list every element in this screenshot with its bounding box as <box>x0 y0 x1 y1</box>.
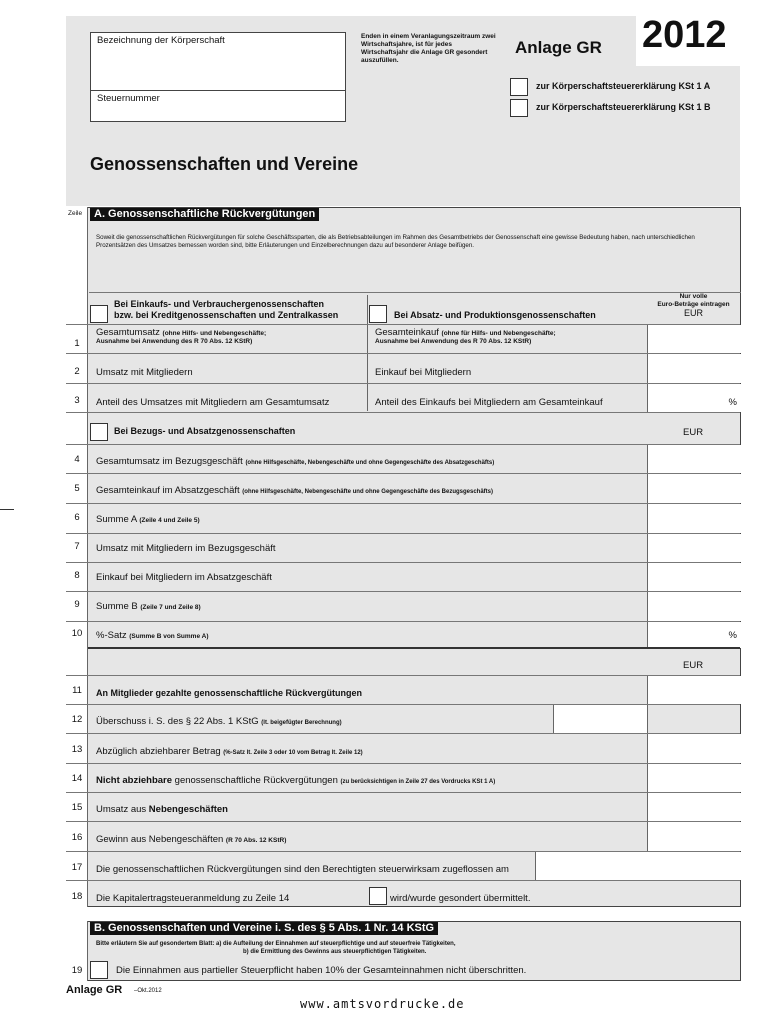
row15-label <box>96 804 228 815</box>
row-line <box>66 383 740 384</box>
row-number: 8 <box>74 570 80 581</box>
row1-left <box>96 327 266 345</box>
row1-right-label: Gesamteinkauf <box>375 327 439 338</box>
option2-label: zur Körperschaftsteuererklärung KSt 1 B <box>536 102 711 112</box>
bezugs-checkbox[interactable] <box>90 423 108 441</box>
row-line <box>66 792 740 793</box>
row19-label: Die Einnahmen aus partieller Steuerpflicht haben 10% der Gesamteinnahmen nicht überschritten. <box>116 965 527 976</box>
row6-amount-field[interactable] <box>647 504 741 533</box>
footer-version: –Okt.2012 <box>134 988 162 994</box>
row9-label <box>96 601 201 612</box>
row9-text: Summe B <box>96 601 138 612</box>
eur-label-2: EUR <box>683 427 704 438</box>
row12-text: Überschuss i. S. des § 22 Abs. 1 KStG <box>96 716 259 727</box>
row1-right-note2: Ausnahme bei Anwendung des R 70 Abs. 12 KStR) <box>375 338 532 345</box>
row3-percent-field[interactable] <box>647 384 741 412</box>
euro-note-line2: Euro-Beträge eintragen <box>657 300 730 308</box>
col1-header-line2: bzw. bei Kreditgenossenschaften und Zentralkassen <box>114 310 339 320</box>
row13-amount-field[interactable] <box>647 734 741 763</box>
row5-amount-field[interactable] <box>647 474 741 503</box>
row7-amount-field[interactable] <box>647 534 741 562</box>
row16-label <box>96 834 286 845</box>
eur-header: EUR <box>683 308 703 318</box>
row14-text: genossenschaftliche Rückvergütungen <box>174 775 338 786</box>
row10-label <box>96 630 208 641</box>
euro-note-line1: Nur volle <box>679 293 708 300</box>
col2-header: Bei Absatz- und Produktionsgenossenschaften <box>394 310 596 320</box>
row1-left-label: Gesamtumsatz <box>96 327 160 338</box>
row12-amount-field[interactable] <box>553 705 648 733</box>
row13-label <box>96 746 363 757</box>
section-a-title: A. Genossenschaftliche Rückvergütungen <box>90 208 319 221</box>
header-note: Enden in einem Veranlagungszeitraum zwei Wirtschaftsjahre, ist für jedes Wirtschaftsjahr die Anlage GR gesondert auszufüllen. <box>361 33 496 64</box>
row-line <box>66 473 740 474</box>
row14-label <box>96 775 495 786</box>
row-line <box>66 591 740 592</box>
row11-label: An Mitglieder gezahlte genossenschaftliche Rückvergütungen <box>96 688 363 698</box>
row-line <box>66 880 740 881</box>
row-line <box>66 444 740 445</box>
row10-percent-field[interactable] <box>647 622 741 648</box>
koerperschaft-label: Bezeichnung der Körperschaft <box>97 35 225 46</box>
option2-checkbox[interactable] <box>510 99 528 117</box>
row7-label: Umsatz mit Mitgliedern im Bezugsgeschäft <box>96 543 276 554</box>
row1-amount-field[interactable] <box>647 325 741 353</box>
row-line <box>66 821 740 822</box>
row6-note: (Zeile 4 und Zeile 5) <box>139 517 200 524</box>
row3-percent-sign: % <box>728 397 737 408</box>
row-number: 5 <box>74 483 80 494</box>
row-line <box>66 353 740 354</box>
row-number: 9 <box>74 599 80 610</box>
header-line <box>89 292 741 293</box>
form-name: Anlage GR <box>515 38 602 57</box>
row5-note: (ohne Hilfsgeschäfte, Nebengeschäfte und ohne Gegengeschäfte des Bezugsgeschäfts) <box>242 489 494 495</box>
row-line <box>66 621 740 622</box>
row15-bold: Nebengeschäften <box>148 804 228 815</box>
row10-percent-sign: % <box>728 630 737 641</box>
steuernummer-label: Steuernummer <box>97 93 160 104</box>
row-line <box>66 763 740 764</box>
row-line <box>66 675 740 676</box>
row3-right: Anteil des Einkaufs bei Mitgliedern am Gesamteinkauf <box>375 397 603 408</box>
koerperschaft-field[interactable] <box>90 32 346 122</box>
row14-bold: Nicht abziehbare <box>96 775 173 786</box>
zeile-label: Zeile <box>68 210 83 217</box>
row16-amount-field[interactable] <box>647 822 741 851</box>
row-number: 11 <box>72 685 82 696</box>
row2-amount-field[interactable] <box>647 354 741 383</box>
row-number: 6 <box>74 512 80 523</box>
row-number: 16 <box>71 832 83 843</box>
row9-note: (Zeile 7 und Zeile 8) <box>140 604 201 611</box>
row14-amount-field[interactable] <box>647 764 741 792</box>
row-number: 13 <box>71 744 83 755</box>
eur-label-3: EUR <box>683 660 704 671</box>
row17-label: Die genossenschaftlichen Rückvergütungen sind den Berechtigten steuerwirksam zugeflossen am <box>96 864 509 875</box>
row-line <box>66 324 740 325</box>
row8-amount-field[interactable] <box>647 563 741 591</box>
row-line <box>66 533 740 534</box>
row17-date-field[interactable] <box>535 852 741 880</box>
section-b-note1: Bitte erläutern Sie auf gesondertem Blatt: a) die Aufteilung der Einnahmen auf steuerpflichtige und auf steuerfreie Tätigkeiten, <box>96 941 456 947</box>
row2-left: Umsatz mit Mitgliedern <box>96 367 193 378</box>
row-line <box>66 503 740 504</box>
bezugs-header: Bei Bezugs- und Absatzgenossenschaften <box>114 426 296 436</box>
section-b-note <box>96 940 456 956</box>
row-number: 4 <box>74 454 80 465</box>
row9-amount-field[interactable] <box>647 592 741 621</box>
row18-label: Die Kapitalertragsteueranmeldung zu Zeile 14 <box>96 893 290 904</box>
row4-amount-field[interactable] <box>647 445 741 473</box>
row5-label <box>96 485 493 496</box>
row4-text: Gesamtumsatz im Bezugsgeschäft <box>96 456 243 467</box>
row1-left-note: (ohne Hilfs- und Nebengeschäfte; <box>162 330 267 337</box>
row-number: 12 <box>71 714 83 725</box>
row-number: 19 <box>71 965 83 976</box>
row8-label: Einkauf bei Mitgliedern im Absatzgeschäft <box>96 572 272 583</box>
row1-left-note2: Ausnahme bei Anwendung des R 70 Abs. 12 KStR) <box>96 338 253 345</box>
row15-amount-field[interactable] <box>647 793 741 821</box>
row-line <box>66 562 740 563</box>
row6-text: Summe A <box>96 514 137 525</box>
row19-checkbox[interactable] <box>90 961 108 979</box>
row10-note: (Summe B von Summe A) <box>129 633 209 640</box>
row-number: 17 <box>71 862 83 873</box>
row12-note: (lt. beigefügter Berechnung) <box>261 720 342 726</box>
row1-right <box>375 327 556 345</box>
row5-text: Gesamteinkauf im Absatzgeschäft <box>96 485 240 496</box>
col1-header <box>114 299 338 321</box>
footer-website[interactable]: www.amtsvordrucke.de <box>300 997 465 1011</box>
col2-checkbox[interactable] <box>369 305 387 323</box>
footer-form-name: Anlage GR <box>66 984 123 996</box>
row-line <box>66 412 740 413</box>
row11-amount-field[interactable] <box>647 676 741 704</box>
row14-note: (zu berücksichtigen in Zeile 27 des Vordrucks KSt 1 A) <box>340 779 496 785</box>
row2-right: Einkauf bei Mitgliedern <box>375 367 472 378</box>
row-number: 15 <box>71 802 83 813</box>
row13-note: (%-Satz lt. Zeile 3 oder 10 vom Betrag lt. Zeile 12) <box>223 750 363 756</box>
row18-label-b: wird/wurde gesondert übermittelt. <box>390 893 531 904</box>
col1-checkbox[interactable] <box>90 305 108 323</box>
row10-text: %-Satz <box>96 630 127 641</box>
option1-checkbox[interactable] <box>510 78 528 96</box>
row6-label <box>96 514 200 525</box>
row1-right-note: (ohne für Hilfs- und Nebengeschäfte; <box>441 330 556 337</box>
separator <box>88 647 740 649</box>
section-a-intro: Soweit die genossenschaftlichen Rückvergütungen für solche Geschäftssparten, die als Betriebsabteilungen im Rahmen des Gesamtbetriebs der Genossenschaft eine gewisse Bedeutung haben, nach unterschiedlichen Prozentsätzen des Umsatzes bemessen worden sind, bitte Erläuterungen und Einzelberechnungen dazu auf besonderer Anlage beifügen. <box>96 234 695 249</box>
row-number: 10 <box>71 628 83 639</box>
row12-label <box>96 716 342 727</box>
field-divider <box>91 90 345 91</box>
row-number: 7 <box>74 541 80 552</box>
row-line <box>66 733 740 734</box>
row3-left: Anteil des Umsatzes mit Mitgliedern am Gesamtumsatz <box>96 397 330 408</box>
row-number: 2 <box>74 366 80 377</box>
section-b-note2: b) die Ermittlung des Gewinns aus steuerpflichtigen Tätigkeiten. <box>243 949 427 955</box>
row13-text: Abzüglich abziehbarer Betrag <box>96 746 221 757</box>
row18-checkbox[interactable] <box>369 887 387 905</box>
row-number: 3 <box>74 395 80 406</box>
row-number: 1 <box>74 338 80 349</box>
row4-label <box>96 456 494 467</box>
row-number: 14 <box>71 773 83 784</box>
form-year: 2012 <box>642 14 727 56</box>
row4-note: (ohne Hilfsgeschäfte, Nebengeschäfte und ohne Gegengeschäfte des Absatzgeschäfts) <box>245 460 495 466</box>
euro-note <box>647 293 740 323</box>
section-b-title: B. Genossenschaften und Vereine i. S. des § 5 Abs. 1 Nr. 14 KStG <box>90 922 438 935</box>
col1-header-line1: Bei Einkaufs- und Verbrauchergenossenschaften <box>114 299 325 309</box>
option1-label: zur Körperschaftsteuererklärung KSt 1 A <box>536 81 711 91</box>
row-number: 18 <box>71 891 83 902</box>
row16-text: Gewinn aus Nebengeschäften <box>96 834 224 845</box>
fold-mark <box>0 509 14 510</box>
row16-note: (R 70 Abs. 12 KStR) <box>225 837 287 844</box>
main-title: Genossenschaften und Vereine <box>90 154 359 174</box>
row15-text: Umsatz aus <box>96 804 147 815</box>
